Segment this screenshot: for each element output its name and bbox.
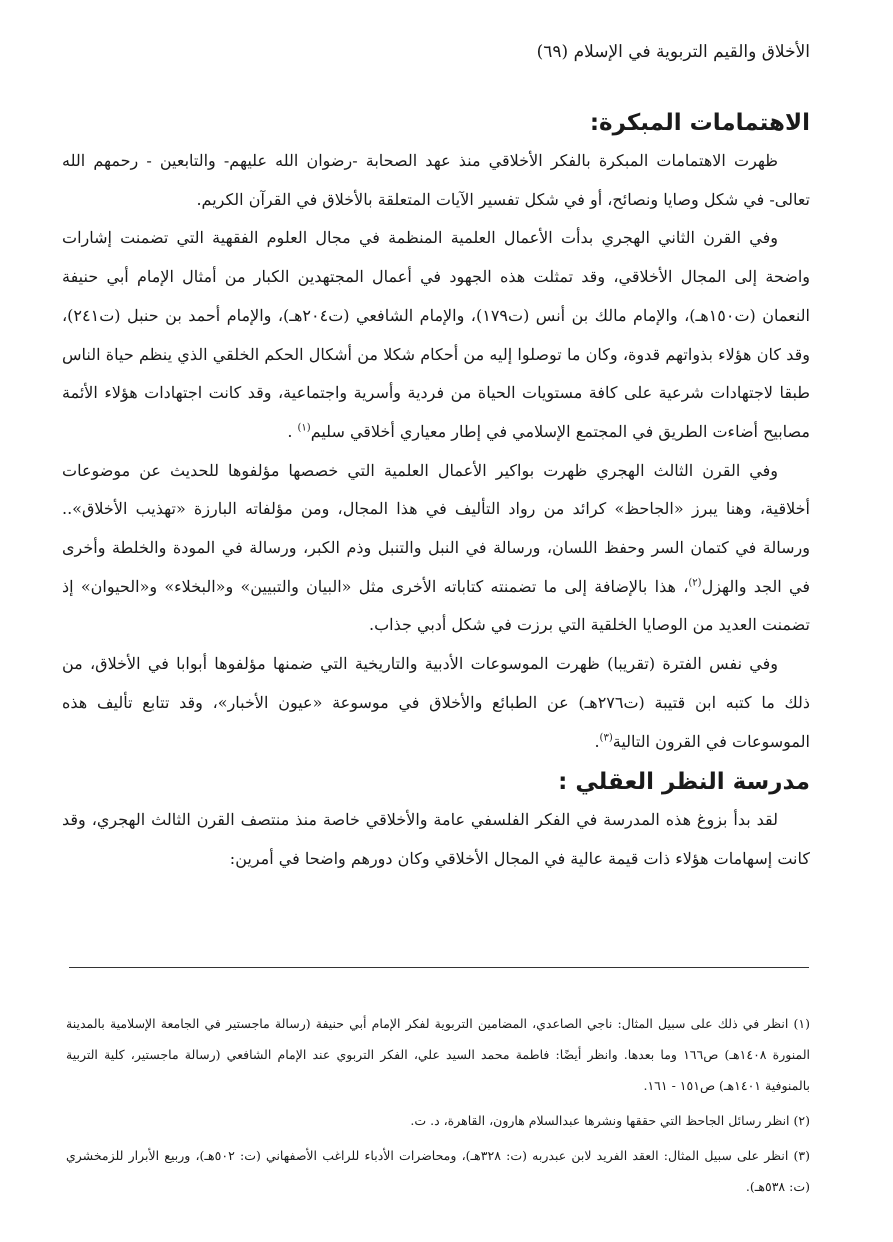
paragraph: وفي القرن الثالث الهجري ظهرت بواكير الأعمال العلمية التي خصصها مؤلفوها للحديث عن موضوعات أخلاقية، وهنا يبرز «الجاحظ» كرائد من رواد التأليف في هذا المجال، ومن مؤلفاته البارزة «تهذيب الأخلاق».. ورسالة في كتمان السر وحفظ اللسان، ورسالة في النبل والتنبل وذم الكبر، ورسالة في المودة والخلطة وأخرى في الجد والهزل$^{(٢)}$، هذا بالإضافة إلى ما تضمنته كتاباته الأخرى مثل «البيان والتبيين» و«البخلاء» و«الحيوان» إذ تضمنت العديد من الوصايا الخلقية التي برزت في شكل أدبي جذاب.	[62, 460, 811, 635]
footnote-ref-2[interactable]: (٢)	[688, 577, 702, 589]
footnote-3: (٣) انظر على سبيل المثال: العقد الفريد لابن عبدربه (ت: ٣٢٨هـ)، ومحاضرات الأدباء للراغب الأصفهاني (ت: ٥٠٢هـ)، وربيع الأبرار للزمخشري (ت: ٥٣٨هـ).	[66, 1148, 810, 1194]
paragraph: ظهرت الاهتمامات المبكرة بالفكر الأخلاقي منذ عهد الصحابة -رضوان الله عليهم- والتابعين - رحمهم الله تعالى- في شكل وصايا ونصائح، أو في شكل تفسير الآيات المتعلقة بالأخلاق في القرآن الكريم.	[62, 151, 810, 209]
footnote-ref-1[interactable]: (١)	[297, 422, 311, 434]
footnotes	[66, 1008, 810, 1206]
paragraph: لقد بدأ بزوغ هذه المدرسة في الفكر الفلسفي عامة والأخلاقي خاصة منذ منتصف القرن الثالث الهجري، وقد كانت إسهامات هؤلاء ذات قيمة عالية في المجال الأخلاقي وكان دورهم واضحا في أمرين:	[62, 810, 810, 868]
running-header: الأخلاق والقيم التربوية في الإسلام (٦٩)	[536, 42, 810, 62]
footnote-separator	[69, 967, 809, 968]
body-text	[62, 104, 810, 879]
paragraph: وفي القرن الثاني الهجري بدأت الأعمال العلمية المنظمة في مجال العلوم الفقهية التي تضمنت إشارات واضحة إلى المجال الأخلاقي، وقد تمثلت هذه الجهود في أعمال المجتهدين الكبار من أمثال الإمام أبي حنيفة النعمان (ت١٥٠هـ)، والإمام مالك بن أنس (ت١٧٩)، والإمام الشافعي (ت٢٠٤هـ)، والإمام أحمد بن حنبل (ت٢٤١)، وقد كان هؤلاء بذواتهم قدوة، وكان ما توصلوا إليه من أحكام شكلا من أشكال الحكم الخلقي الذي ينظم حياة الناس طبقا لاجتهادات شرعية على كافة مستويات الحياة من فردية وأسرية واجتماعية، وقد كانت اجتهادات هؤلاء الأئمة مصابيح أضاءت الطريق في المجتمع الإسلامي في إطار معياري أخلاقي سليم$^{(١)}$ .	[62, 228, 811, 441]
section-heading-early-interests: الاهتمامات المبكرة:	[589, 110, 810, 136]
footnote-2: (٢) انظر رسائل الجاحظ التي حققها ونشرها عبدالسلام هارون، القاهرة، د. ت.	[410, 1113, 810, 1128]
section-heading-rational-school: مدرسة النظر العقلي :	[558, 769, 810, 796]
footnote-ref-3[interactable]: (٣)	[599, 732, 613, 744]
paragraph: وفي نفس الفترة (تقريبا) ظهرت الموسوعات الأدبية والتاريخية التي ضمنها مؤلفوها أبوابا في الأخلاق، من ذلك ما كتبه ابن قتيبة (ت٢٧٦هـ) عن الطبائع والأخلاق في موسوعة «عيون الأخبار»، وقد تتابع تأليف هذه الموسوعات في القرون التالية$^{(٣)}$.	[62, 654, 810, 751]
footnote-1: (١) انظر في ذلك على سبيل المثال: ناجي الصاعدي، المضامين التربوية لفكر الإمام أبي حنيفة (رسالة ماجستير في الجامعة الإسلامية بالمدينة المنورة ١٤٠٨هـ) ص١٦٦ وما بعدها. وانظر أيضًا: فاطمة محمد السيد علي، الفكر التربوي عند الإمام الشافعي (رسالة ماجستير، كلية التربية بالمنوفية ١٤٠١هـ) ص١٥١ - ١٦١.	[66, 1016, 810, 1093]
